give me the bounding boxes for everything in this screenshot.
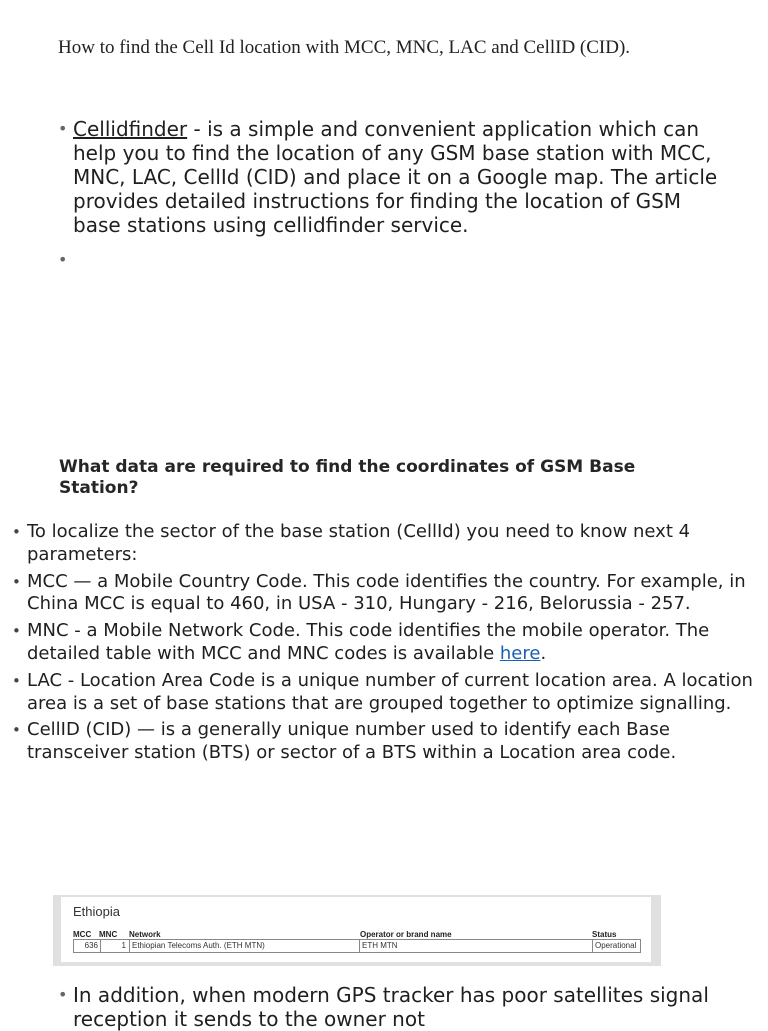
bullet: • (12, 523, 21, 541)
list-item-text: CellID (CID) — is a generally unique number used to identify each Base transceiver station (BTS) or sector of a BTS within a Location area code. (27, 719, 677, 764)
section-heading: What data are required to find the coordinates of GSM Base Station? (59, 457, 636, 498)
bullet: • (12, 721, 21, 740)
header-operator: Operator or brand name (360, 930, 452, 939)
cell-mnc: 1 (121, 941, 126, 950)
list-item-mcc (12, 571, 764, 617)
list-item-text-end: . (540, 642, 547, 664)
bullet: • (12, 622, 21, 641)
mcc-mnc-table-image (53, 895, 661, 966)
cell-mcc: 636 (84, 941, 98, 950)
list-item-text: MNC - a Mobile Network Code. This code identifies the mobile operator. The detailed table with MCC and MNC codes is available (27, 620, 710, 664)
bullet: • (58, 250, 68, 269)
header-network: Network (129, 930, 161, 939)
list-item-lac (12, 670, 764, 716)
list-item-mnc (12, 620, 764, 666)
bullet: • (12, 671, 21, 690)
header-status: Status (592, 930, 617, 939)
mnc-table-link[interactable]: here (499, 642, 541, 664)
cell-network: Ethiopian Telecoms Auth. (ETH MTN) (132, 941, 265, 950)
intro-item (58, 117, 718, 237)
cell-divider (129, 940, 130, 952)
list-item-text: To localize the sector of the base station (CellId) you need to know next 4 parameters: (27, 521, 691, 565)
table-row (73, 939, 641, 953)
list-item-cellid (12, 719, 764, 765)
empty-list-item (58, 248, 718, 272)
table-country: Ethiopia (73, 904, 120, 919)
bullet: • (58, 119, 68, 138)
list-item-text: MCC — a Mobile Country Code. This code identifies the country. For example, in China MCC is equal to 460, in USA - 310, Hungary - 216, Belorussia - 257. (27, 570, 746, 615)
cell-status: Operational (595, 941, 637, 950)
cellidfinder-link[interactable]: Cellidfinder (73, 117, 188, 141)
parameters-list (12, 521, 764, 769)
page-title: How to find the Cell Id location with MCC, MNC, LAC and CellID (CID). (58, 37, 631, 58)
intro-text: - is a simple and convenient application which can help you to find the location of any GSM base station with MCC, MNC, LAC, CellId (CID) and place it on a Google map. The article provides detailed instructions for finding the location of GSM base stations using cellidfinder service. (73, 117, 718, 237)
intro-list (58, 117, 718, 272)
list-item-text: In addition, when modern GPS tracker has poor satellites signal reception it sends to the owner not (73, 983, 709, 1031)
header-mnc: MNC (99, 930, 118, 939)
mcc-mnc-table (61, 897, 651, 962)
cell-divider (592, 940, 593, 952)
list-item-text: LAC - Location Area Code is a unique number of current location area. A location area is a set of base stations that are grouped together to optimize signalling. (27, 669, 753, 714)
cell-divider (359, 940, 360, 952)
header-mcc: MCC (73, 930, 92, 939)
cell-operator: ETH MTN (362, 941, 398, 950)
bullet: • (58, 985, 68, 1004)
list-item-intro (12, 521, 764, 567)
bullet: • (12, 572, 21, 591)
